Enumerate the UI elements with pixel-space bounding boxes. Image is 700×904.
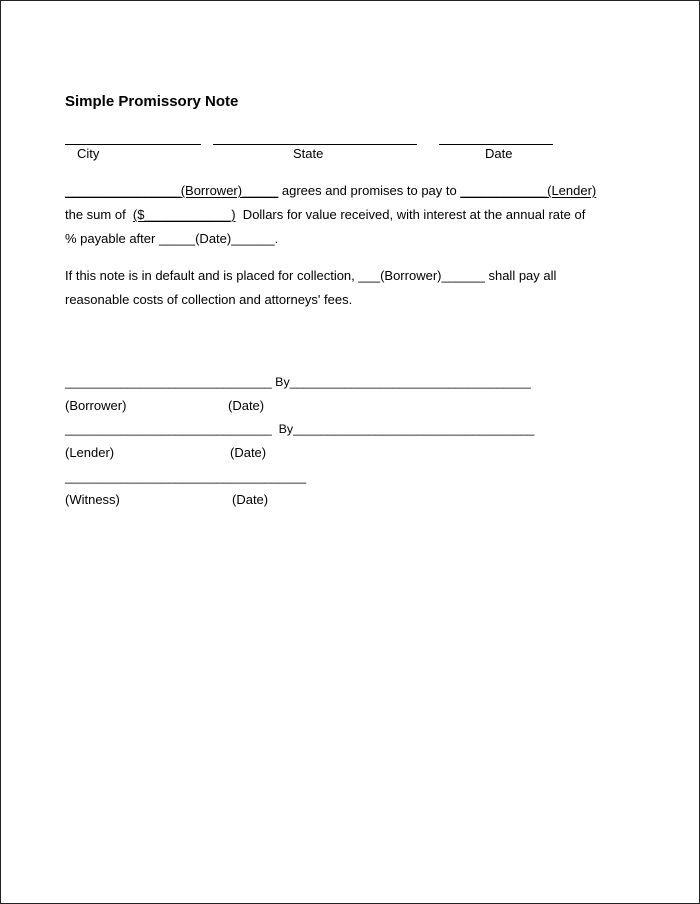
paragraph1-line1: ________________(Borrower)_____ agrees and promises to pay to ____________(Lender) [65,183,597,198]
lender-date-label: (Date) [230,445,267,460]
city-blank-line [65,144,201,145]
state-label: State [293,146,324,161]
date-blank-line [439,144,553,145]
paragraph2-line1: If this note is in default and is placed for collection, ___(Borrower)______ shall pay all [65,268,557,283]
witness-label: (Witness) [65,492,120,507]
paragraph1-line3: % payable after _____(Date)______. [65,231,279,246]
paragraph1-line2: the sum of ($____________) Dollars for value received, with interest at the annual rate of [65,207,586,222]
lender-signature-line: ______________________________ By___________________________________ [65,422,535,436]
state-blank-line [213,144,417,145]
city-label: City [77,146,100,161]
amount-blank: ($____________) [132,207,236,222]
borrower-signature-line: ______________________________ By___________________________________ [65,375,531,389]
lender-blank: ____________(Lender) [460,183,597,198]
date-label: Date [485,146,513,161]
borrower-blank: ________________(Borrower)_____ [65,183,279,198]
payable-date-blank: _____(Date)______ [158,231,275,246]
witness-date-label: (Date) [232,492,269,507]
document-title: Simple Promissory Note [65,93,239,110]
borrower-date-label: (Date) [228,398,265,413]
lender-label: (Lender) [65,445,115,460]
witness-signature-line: ___________________________________ [65,470,307,484]
borrower-label: (Borrower) [65,398,127,413]
default-borrower-blank: ___(Borrower)______ [358,268,485,283]
paragraph2-line2: reasonable costs of collection and attorneys' fees. [65,292,353,307]
